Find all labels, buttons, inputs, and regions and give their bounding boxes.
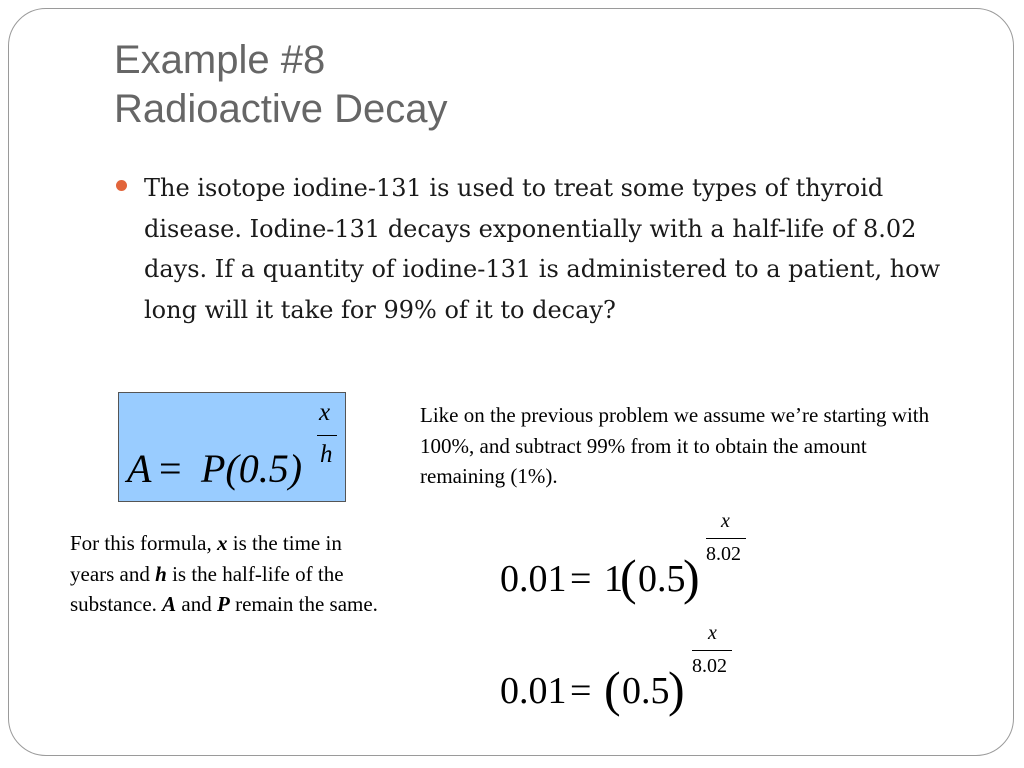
eq2-exp-denominator: 8.02: [692, 655, 727, 677]
eq2-right-paren: ): [668, 661, 685, 717]
note-text-2: is the time in years and: [70, 531, 342, 586]
formula-exp-numerator: x: [319, 399, 331, 426]
eq1-right-paren: ): [683, 549, 700, 605]
note-var-h: h: [155, 561, 167, 586]
eq2-exp-numerator: x: [708, 622, 717, 644]
eq1-equals: =: [570, 558, 592, 600]
eq2-base: 0.5: [622, 670, 670, 712]
formula-fraction-bar: [317, 435, 337, 436]
formula-lhs: A: [127, 446, 152, 491]
note-text-3: is the half-life of the substance.: [70, 561, 344, 616]
eq2-lhs: 0.01: [500, 670, 567, 712]
formula-explanation: [70, 528, 390, 620]
slide-title: [114, 36, 448, 134]
bullet-dot-icon: [116, 180, 127, 191]
formula-exp-denominator: h: [320, 441, 333, 468]
title-line-2: Radioactive Decay: [114, 87, 448, 131]
eq1-base: 0.5: [638, 558, 686, 600]
eq1-exp-denominator: 8.02: [706, 543, 741, 565]
note-text-1: For this formula,: [70, 531, 217, 555]
eq1-lhs: 0.01: [500, 558, 567, 600]
formula-base: P(0.5): [201, 446, 303, 491]
eq2-equals: =: [570, 670, 592, 712]
assumption-note: Like on the previous problem we assume we’re starting with 100%, and subtract 99% from it to obtain the amount remaining (1%).: [420, 403, 930, 488]
note-var-a: A: [162, 592, 177, 616]
eq1-left-paren: (: [620, 549, 637, 605]
note-var-x: x: [217, 531, 228, 555]
note-var-p: P: [217, 592, 230, 616]
formula-equals: =: [159, 446, 182, 491]
eq2-left-paren: (: [604, 661, 621, 717]
eq2-fraction-bar: [692, 650, 732, 651]
formula-box: [118, 392, 346, 502]
note-text-5: remain the same.: [229, 592, 378, 616]
problem-statement: The isotope iodine-131 is used to treat some types of thyroid disease. Iodine-131 decays exponentially with a half-life of 8.02 days. If a quantity of iodine-131 is administered to a patient, how long will it take for 99% of it to decay?: [144, 174, 941, 324]
eq1-exp-numerator: x: [721, 510, 730, 532]
eq1-coefficient: 1: [604, 558, 623, 600]
title-line-1: Example #8: [114, 38, 326, 82]
eq1-fraction-bar: [706, 538, 746, 539]
note-text-4: and: [176, 592, 217, 616]
